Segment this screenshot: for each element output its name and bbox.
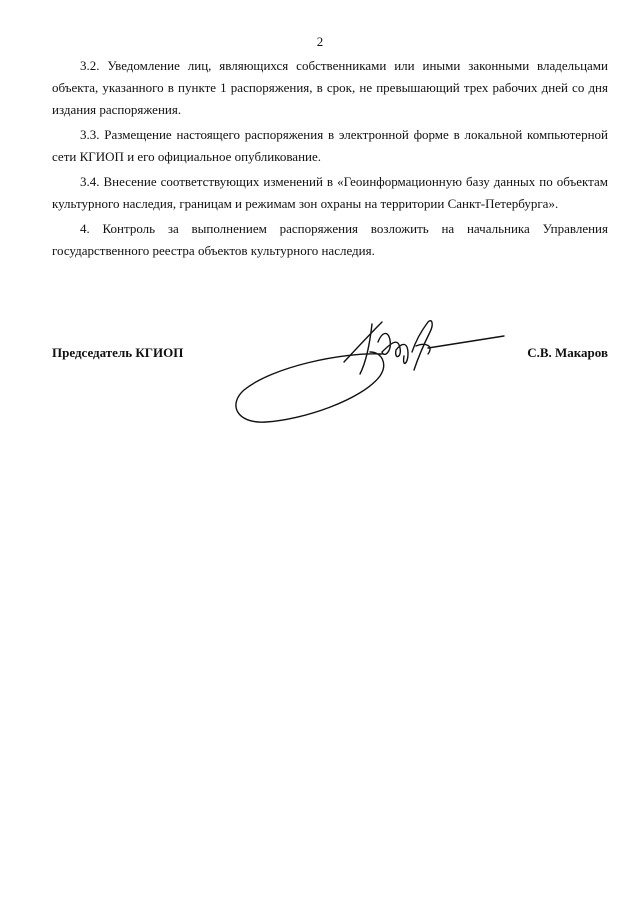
paragraph-3-2: 3.2. Уведомление лиц, являющихся собственниками или иными законными владельцами объекта, указанного в пункте 1 распоряжения, в срок, не превышающий трех рабочих дней со дня издания распоряжения. [52,58,608,117]
page-number: 2 [316,34,324,49]
paragraph-3-4: 3.4. Внесение соответствующих изменений в «Геоинформационную базу данных по объектам культурного наследия, границам и режимам зон охраны на территории Санкт-Петербурга». [52,174,608,211]
paragraph-3-3: 3.3. Размещение настоящего распоряжения в электронной форме в локальной компьютерной сети КГИОП и его официальное опубликование. [52,127,608,164]
signatory-title: Председатель КГИОП [52,345,184,360]
signatory-name: С.В. Макаров [527,345,608,360]
document-body [52,55,608,265]
handwritten-signature [232,312,512,432]
paragraph-4: 4. Контроль за выполнением распоряжения возложить на начальника Управления государственного реестра объектов культурного наследия. [52,221,608,258]
